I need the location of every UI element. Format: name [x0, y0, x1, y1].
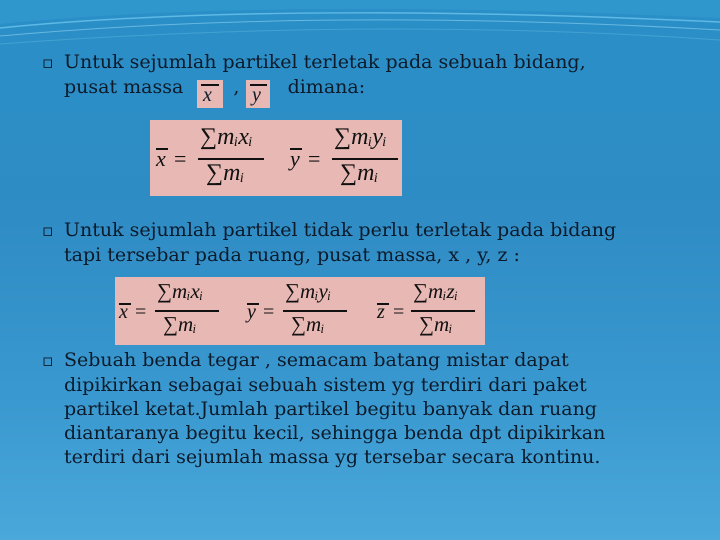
- formula2-eq-x: =: [135, 301, 147, 323]
- square-bullet-icon: ▫: [42, 351, 54, 371]
- square-bullet-icon: ▫: [42, 221, 54, 241]
- formula1-eq-x: =: [174, 146, 187, 171]
- formula1-x-lhs: x: [156, 146, 166, 171]
- paragraph-3: [42, 348, 682, 469]
- para3-line-4: terdiri dari sejumlah massa yg tersebar secara kontinu.: [64, 446, 601, 468]
- para2-line2: tapi tersebar pada ruang, pusat massa, x , y, z :: [64, 244, 520, 266]
- para3-line-0: Sebuah benda tegar , semacam batang mistar dapat: [64, 349, 569, 371]
- formula2-z-lhs: z: [377, 301, 385, 323]
- formula1-y-lhs: y: [290, 146, 300, 171]
- formula2-eq-y: =: [263, 301, 275, 323]
- paragraph-1: [42, 50, 682, 99]
- para2-line1: Untuk sejumlah partikel tidak perlu terletak pada bidang: [64, 219, 617, 241]
- formula1-den-x: ∑mᵢ: [206, 160, 245, 186]
- formula1-num-x: ∑mᵢxᵢ: [200, 124, 253, 150]
- formula2-num-z: ∑mᵢzᵢ: [413, 279, 458, 303]
- para1-line2a: pusat massa: [64, 76, 184, 98]
- formula2-x-lhs: x: [119, 301, 128, 323]
- formula2-eq-z: =: [393, 301, 405, 323]
- inline-ybar: y: [252, 84, 261, 106]
- formula-3d-center-of-mass: [115, 277, 485, 345]
- formula1-den-y: ∑mᵢ: [340, 160, 379, 186]
- formula1-eq-y: =: [308, 146, 321, 171]
- inline-xbar: x: [203, 84, 212, 106]
- formula2-den-y: ∑mᵢ: [291, 312, 325, 336]
- formula2-den-x: ∑mᵢ: [163, 312, 197, 336]
- formula-2d-center-of-mass: [150, 120, 402, 196]
- para1-line1: Untuk sejumlah partikel terletak pada sebuah bidang,: [64, 51, 586, 73]
- para3-line-2: partikel ketat.Jumlah partikel begitu banyak dan ruang: [64, 398, 597, 420]
- square-bullet-icon: ▫: [42, 53, 54, 73]
- formula1-num-y: ∑mᵢyᵢ: [334, 124, 387, 150]
- formula2-num-y: ∑mᵢyᵢ: [285, 279, 332, 303]
- para3-line-1: dipikirkan sebagai sebuah sistem yg terdiri dari paket: [64, 374, 587, 396]
- paragraph-2: [42, 218, 682, 267]
- para1-separator: ,: [233, 76, 240, 98]
- formula2-y-lhs: y: [247, 301, 256, 323]
- para1-line2b: dimana:: [287, 76, 366, 98]
- formula2-num-x: ∑mᵢxᵢ: [157, 279, 204, 303]
- para3-line-3: diantaranya begitu kecil, sehingga benda dpt dipikirkan: [64, 422, 606, 444]
- inline-ybar-box: [246, 80, 270, 108]
- formula2-den-z: ∑mᵢ: [419, 312, 453, 336]
- inline-xbar-box: [197, 80, 223, 108]
